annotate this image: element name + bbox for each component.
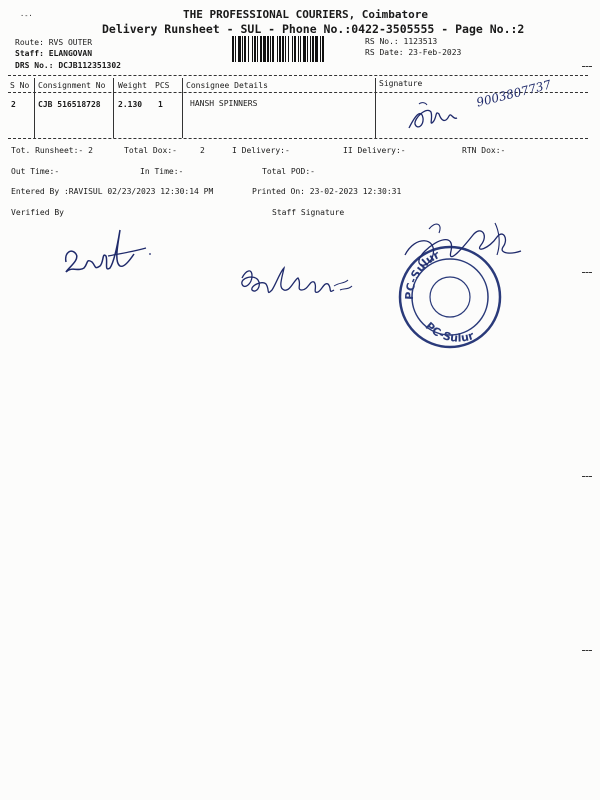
- barcode-bar: [232, 36, 234, 62]
- svg-text:PC-Sulur: [423, 320, 476, 345]
- route-label: Route: RVS OUTER: [15, 38, 93, 47]
- col-header-weight: Weight: [118, 81, 147, 90]
- total-pod: Total POD:-: [262, 167, 315, 176]
- barcode-bar: [292, 36, 293, 62]
- table-bottom-rule: [8, 138, 588, 139]
- barcode-bar: [252, 36, 253, 62]
- stamp-text-bottom: PC-Sulur: [422, 319, 476, 345]
- in-time: In Time:-: [140, 167, 184, 176]
- verified-by-label: Verified By: [11, 208, 64, 217]
- col-divider: [34, 78, 35, 138]
- pc-sulur-stamp: [385, 215, 535, 350]
- out-time: Out Time:-: [11, 167, 60, 176]
- barcode-bar: [242, 36, 243, 62]
- barcode-bar: [257, 36, 258, 62]
- barcode-bar: [282, 36, 284, 62]
- table-top-rule: [8, 75, 588, 76]
- row-consignment: CJB 516518728: [38, 100, 101, 109]
- barcode-icon: [232, 36, 357, 62]
- barcode-bar: [267, 36, 269, 62]
- barcode-bar: [263, 36, 266, 62]
- entered-by: Entered By :RAVISUL 02/23/2023 12:30:14 PM: [11, 187, 214, 196]
- edge-mark: [582, 66, 592, 67]
- handwritten-phone: 9003807737: [475, 77, 553, 110]
- barcode-bar: [279, 36, 281, 62]
- edge-mark: [582, 476, 592, 477]
- row-weight: 2.130: [118, 100, 143, 109]
- barcode-bar: [248, 36, 249, 62]
- receiver-signature: [405, 98, 465, 134]
- barcode-bar: [238, 36, 241, 62]
- barcode-bar: [272, 36, 274, 62]
- staff-label: Staff: ELANGOVAN: [15, 49, 93, 58]
- drs-number: DRS No.: DCJB112351302: [15, 61, 121, 70]
- col-header-consignment: Consignment No: [38, 81, 106, 90]
- printed-on: Printed On: 23-02-2023 12:30:31: [252, 187, 402, 196]
- total-dox-value: 2: [200, 146, 205, 155]
- rs-number: RS No.: 1123513: [365, 37, 438, 46]
- edge-mark: [582, 272, 592, 273]
- row-consignee: HANSH SPINNERS: [190, 99, 258, 108]
- barcode-bar: [235, 36, 236, 62]
- barcode-bar: [320, 36, 321, 62]
- col-header-pcs: PCS: [155, 81, 170, 90]
- row-pcs: 1: [158, 100, 163, 109]
- second-delivery: II Delivery:-: [343, 146, 406, 155]
- barcode-bar: [300, 36, 301, 62]
- barcode-bar: [310, 36, 311, 62]
- barcode-bar: [315, 36, 318, 62]
- barcode-bar: [303, 36, 306, 62]
- barcode-bar: [244, 36, 246, 62]
- barcode-bar: [312, 36, 314, 62]
- verifier-signature: [58, 222, 158, 284]
- first-delivery: I Delivery:-: [232, 146, 290, 155]
- staff-signature: [236, 250, 366, 300]
- barcode-bar: [277, 36, 278, 62]
- barcode-bar: [270, 36, 271, 62]
- col-header-sno: S No: [10, 81, 30, 90]
- barcode-bar: [294, 36, 296, 62]
- col-divider: [113, 78, 114, 138]
- barcode-bar: [307, 36, 308, 62]
- rs-date: RS Date: 23-Feb-2023: [365, 48, 462, 57]
- col-header-signature: Signature: [379, 79, 423, 88]
- barcode-bar: [298, 36, 299, 62]
- runsheet-subtitle: Delivery Runsheet - SUL - Phone No.:0422-3505555 - Page No.:2: [102, 22, 525, 36]
- barcode-bar: [288, 36, 289, 62]
- edge-mark: [582, 650, 592, 651]
- barcode-bar: [322, 36, 324, 62]
- total-dox-label: Total Dox:-: [124, 146, 177, 155]
- stamp-text-top: PC-Sulur: [402, 248, 442, 301]
- rtn-dox: RTN Dox:-: [462, 146, 506, 155]
- col-header-consignee: Consignee Details: [186, 81, 268, 90]
- col-divider: [182, 78, 183, 138]
- company-title: THE PROFESSIONAL COURIERS, Coimbatore: [183, 8, 429, 21]
- staff-signature-label: Staff Signature: [272, 208, 345, 217]
- row-sno: 2: [11, 100, 16, 109]
- tot-runsheet: Tot. Runsheet:- 2: [11, 146, 93, 155]
- col-divider: [375, 78, 376, 138]
- barcode-bar: [254, 36, 256, 62]
- barcode-bar: [260, 36, 262, 62]
- barcode-bar: [285, 36, 286, 62]
- print-speck-mark: ·-·: [20, 12, 33, 20]
